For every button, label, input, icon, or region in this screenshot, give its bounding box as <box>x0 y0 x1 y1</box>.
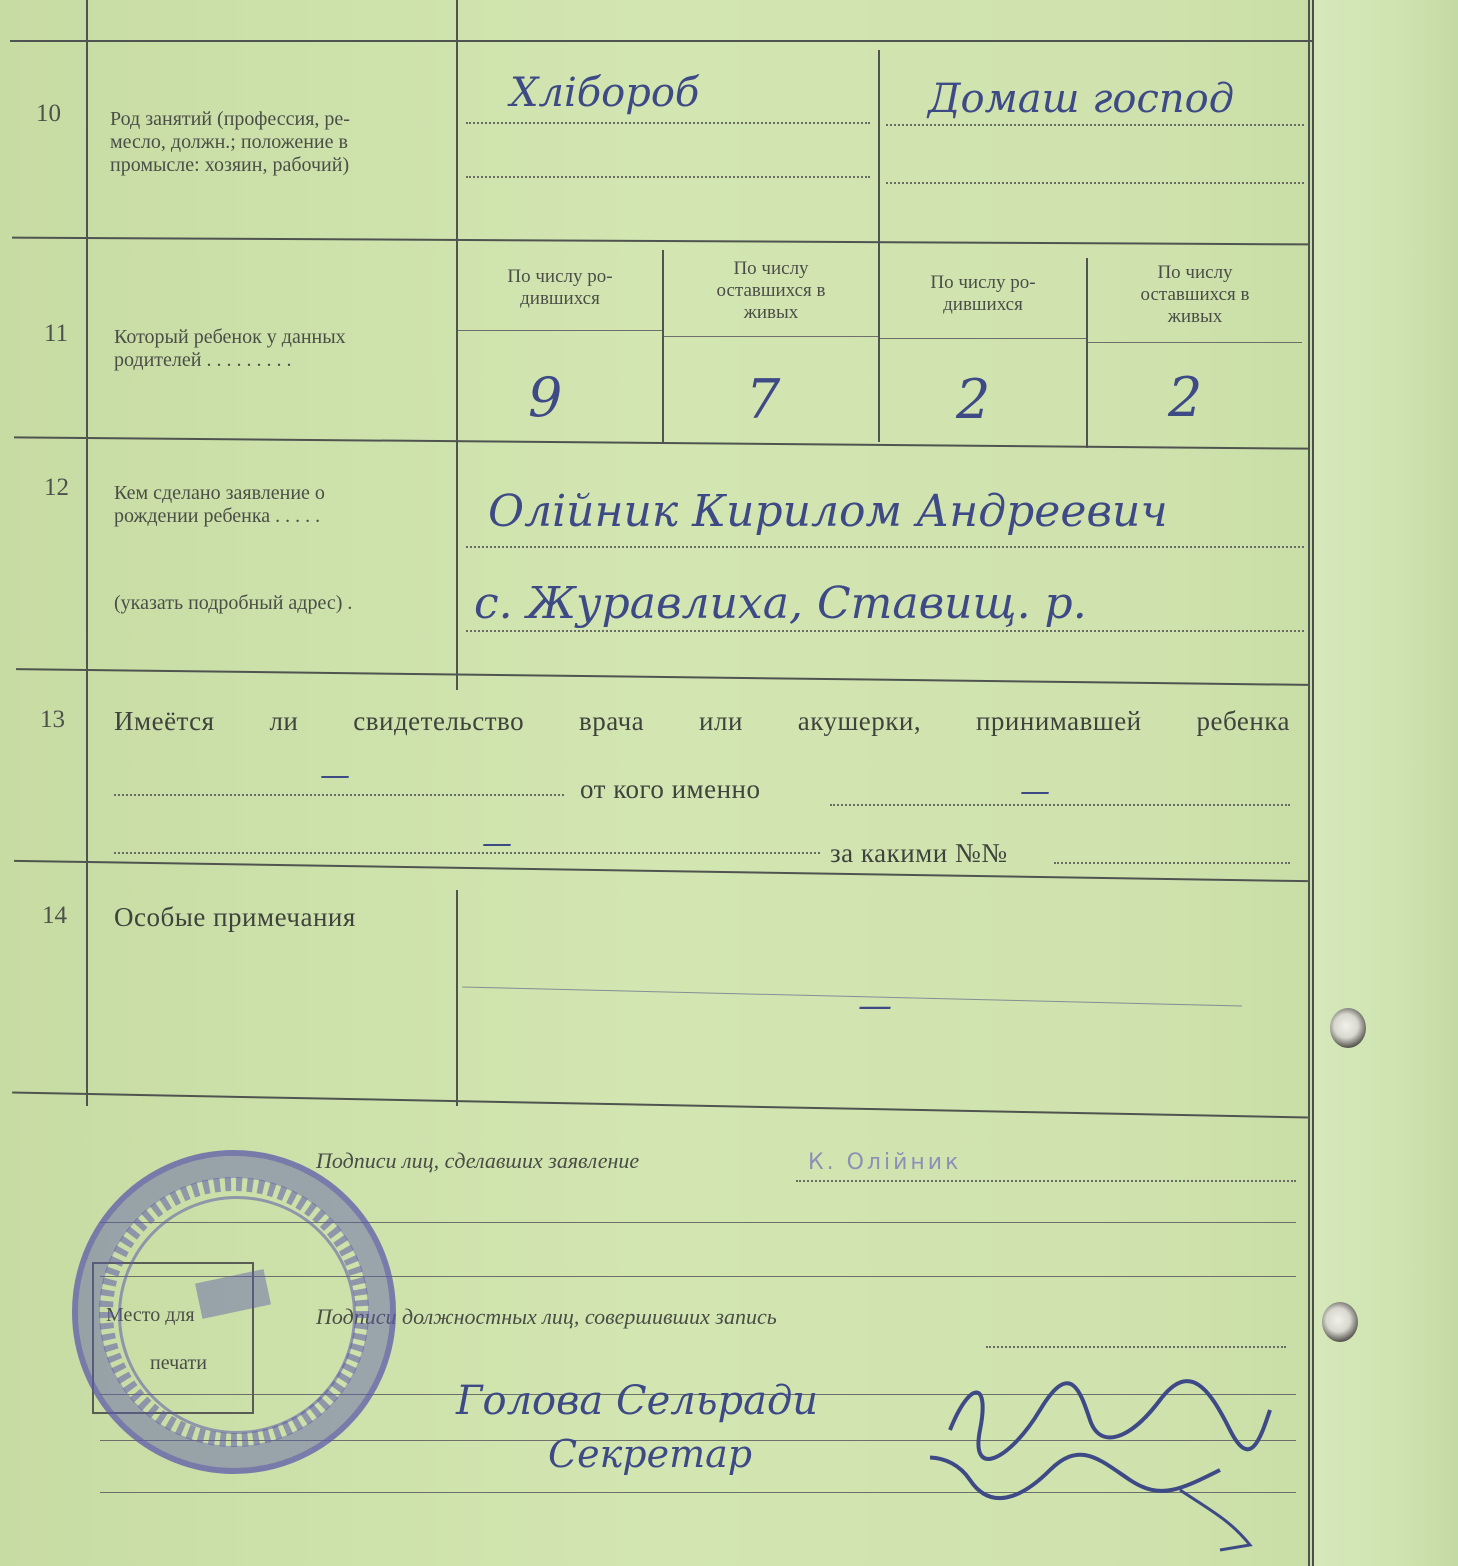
header-line: оставшихся в <box>716 280 826 301</box>
label-line: промысле: хозяин, рабочий) <box>110 154 350 176</box>
mother-occupation: Домаш господ <box>928 76 1235 122</box>
header-line: живых <box>1167 306 1223 327</box>
special-notes-label: Особые примечания <box>114 902 356 932</box>
label-line: месло, должн.; положение в <box>110 131 348 153</box>
label-line: Род занятий (профессия, ре- <box>110 108 350 130</box>
header-line: дившихся <box>943 294 1023 315</box>
table-border <box>878 50 880 442</box>
table-border <box>1086 258 1088 448</box>
label-line: рождении ребенка . . . . . <box>114 505 321 527</box>
col-header-living-mother <box>1090 262 1300 328</box>
punch-hole <box>1322 1302 1358 1342</box>
occupation-label <box>110 108 450 177</box>
label-line: родителей . . . . . . . . . <box>114 349 292 371</box>
table-border <box>456 890 458 1106</box>
header-line: оставшихся в <box>1140 284 1250 305</box>
head-signature: Голова Сельради <box>456 1378 819 1424</box>
table-border <box>1308 0 1310 1566</box>
fill-line <box>886 124 1304 126</box>
table-border <box>880 338 1086 339</box>
declarant-signature: К. Олійник <box>808 1150 962 1175</box>
fill-line <box>114 794 564 796</box>
dash-mark: — <box>320 758 350 793</box>
dash-mark: — <box>858 986 892 1026</box>
row-number: 13 <box>40 706 65 733</box>
declarants-signature-label: Подписи лиц, сделавших заявление <box>316 1148 640 1173</box>
fill-line <box>830 804 1290 806</box>
col-header-living-father <box>668 258 874 324</box>
punch-hole <box>1330 1008 1366 1048</box>
seal-place-label: Место для <box>106 1304 195 1326</box>
living-count-father: 7 <box>746 368 781 431</box>
fill-line <box>796 1180 1296 1182</box>
stamp-lettering <box>78 1156 390 1468</box>
certificate-question: Имеётся ли свидетельство врача или акушерки, принимавшей ребенка <box>114 706 1290 736</box>
col-header-born-father <box>462 266 658 310</box>
label-line: Кем сделано заявление о <box>114 482 325 504</box>
header-line: дившихся <box>520 288 600 309</box>
header-line: По числу ро- <box>507 266 613 287</box>
fill-line <box>466 630 1304 632</box>
father-occupation: Хлібороб <box>510 70 700 116</box>
fill-line <box>466 176 870 178</box>
row-number: 14 <box>42 902 67 929</box>
table-border <box>456 0 458 690</box>
table-border <box>86 0 88 1106</box>
header-line: По числу <box>1157 262 1233 283</box>
label-line: Который ребенок у данных <box>114 326 346 348</box>
col-header-born-mother <box>884 272 1082 316</box>
table-border <box>458 330 662 331</box>
address-label: (указать подробный адрес) . <box>114 592 353 614</box>
from-whom-label: от кого именно <box>580 774 761 804</box>
dash-mark: — <box>482 826 512 861</box>
official-stamp <box>72 1150 396 1474</box>
fill-line <box>466 546 1304 548</box>
row-number: 11 <box>44 320 69 347</box>
seal-place-label: печати <box>150 1352 207 1374</box>
fill-line <box>466 122 870 124</box>
declarant-name: Олійник Кирилом Андреевич <box>488 486 1168 537</box>
table-border <box>664 336 878 337</box>
dash-mark: — <box>1020 774 1050 809</box>
fill-line <box>986 1346 1286 1348</box>
header-line: По числу ро- <box>930 272 1036 293</box>
living-count-mother: 2 <box>1168 366 1203 429</box>
row-number: 12 <box>44 474 69 501</box>
officials-signature-label: Подписи должностных лиц, совершивших запись <box>316 1304 777 1329</box>
fill-line <box>1054 862 1290 864</box>
table-border <box>1088 342 1302 343</box>
header-line: живых <box>743 302 799 323</box>
signature-scribble <box>930 1370 1290 1560</box>
born-count-father: 9 <box>528 366 563 429</box>
table-border <box>662 250 664 442</box>
declarant-label <box>114 482 448 528</box>
born-count-mother: 2 <box>956 368 991 431</box>
fill-line <box>114 852 820 854</box>
secretary-signature: Секретар <box>548 1432 753 1476</box>
which-numbers-label: за какими №№ <box>830 838 1008 868</box>
row-number: 10 <box>36 100 61 127</box>
child-order-label <box>114 326 444 372</box>
fill-line <box>886 182 1304 184</box>
table-border <box>10 40 1312 42</box>
header-line: По числу <box>733 258 809 279</box>
declarant-address: с. Журавлиха, Ставищ. р. <box>474 578 1087 629</box>
